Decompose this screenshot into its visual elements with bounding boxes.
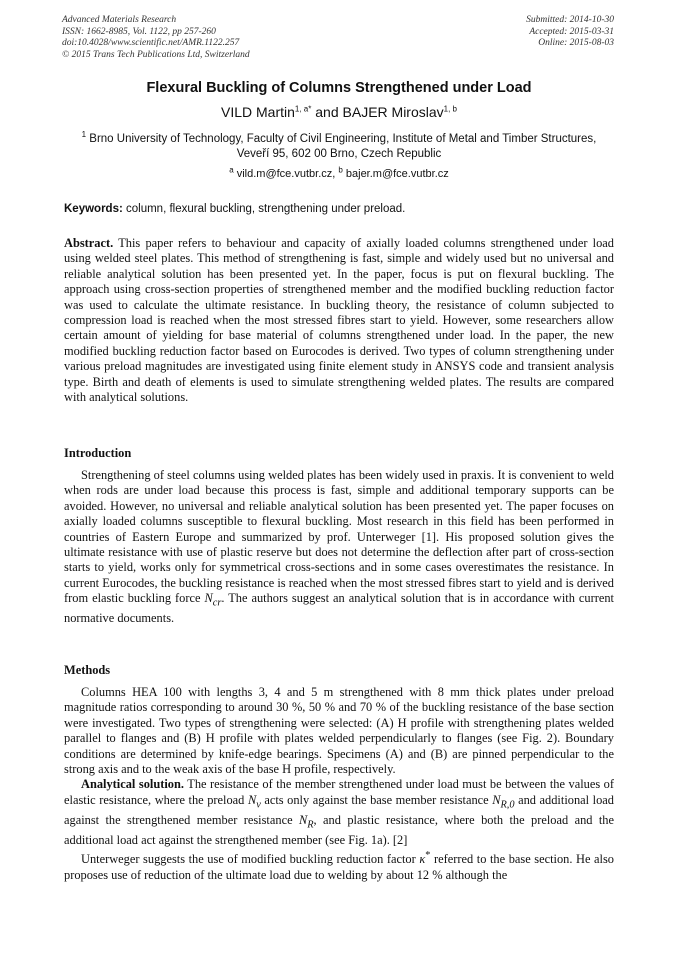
affiliation — [70, 132, 608, 161]
journal-issn: ISSN: 1662-8985, Vol. 1122, pp 257-260 — [62, 26, 216, 37]
intro-text-end: . The authors suggest an analytical solution that is in accordance with current normative documents. — [64, 591, 614, 626]
nr-subscript: R — [307, 819, 314, 831]
author-line — [0, 104, 678, 120]
kappa-symbol: κ — [419, 852, 426, 867]
ncr-symbol: N — [204, 591, 213, 606]
nr0-symbol: N — [492, 792, 501, 807]
journal-doi: doi:10.4028/www.scientific.net/AMR.1122.257 — [62, 38, 240, 49]
author-and: and — [311, 104, 343, 120]
intro-text: Strengthening of steel columns using welded plates has been widely used in praxis. It is convenient to weld when rods are under load because this process is fast, simple and additional temporary supports can be avoided. However, no universal and reliable analytical solution has been presented yet. The paper focuses on axially loaded columns susceptible to flexural buckling. Most research in this field has been performed in countries of Eastern Europe and summarized by prof. Unterweger [1]. His proposed solution gives the ultimate resistance with use of plastic reserve but does not determine the deflection after part of cross-section starts to yield, works only for symmetrical cross-sections and in some cases overestimates the resistance. In current Eurocodes, the buckling resistance is reached when the most stressed fibres start to yield and is derived from elastic buckling force — [64, 468, 614, 606]
abstract-text: This paper refers to behaviour and capacity of axially loaded columns strengthened under load using welded steel plates. This method of strengthening is fast, simple and widely used but no universal and reliable analytical solution has been presented yet. In the paper, focus is put on flexural buckling. The approach using cross-section properties of strengthened member and the modified buckling reduction factor was used to calculate the ultimate resistance. In buckling theory, the resistance of column subjected to compression load is reached when the most stressed fibres start to yield. However, some researchers allow certain amount of yielding for base material of columns strengthened under load. In the paper, the new modified buckling reduction factor based on Eurocodes is derived. Two types of column strengthening under various preload magnitudes are investigated using finite element study in ANSYS code and transient analysis type. Birth and death of elements is used to simulate strengthening welded plates. The results are compared with analytical solutions. — [64, 236, 614, 405]
analytical-solution-label: Analytical solution. — [81, 777, 184, 792]
submitted-date: Submitted: 2014-10-30 — [526, 15, 614, 25]
methods-p2-b: acts only against the base member resistance — [260, 792, 493, 807]
methods-heading: Methods — [64, 663, 111, 677]
journal-header-right — [526, 15, 614, 50]
affiliation-sup: 1 — [81, 130, 87, 140]
methods-p2-c: and additional load against the strengthened member resistance — [64, 792, 614, 827]
keywords-text: column, flexural buckling, strengthening under preload. — [122, 203, 406, 215]
methods-p3-b: referred to the base section. He also proposes use of reduction of the ultimate load due to welding by about 12 % although the — [64, 852, 615, 882]
email-a[interactable]: vild.m@fce.vutbr.cz, — [233, 168, 339, 180]
abstract-label: Abstract. — [64, 236, 114, 250]
email-b-sup: b — [338, 165, 343, 175]
ncr-subscript: cr — [212, 597, 222, 609]
accepted-date: Accepted: 2015-03-31 — [529, 26, 614, 37]
introduction-section — [64, 468, 614, 627]
author-2-name: BAJER Miroslav — [342, 104, 444, 120]
introduction-paragraph — [64, 468, 614, 627]
paper-title: Flexural Buckling of Columns Strengthened under Load — [146, 80, 532, 96]
methods-paragraph-1: Columns HEA 100 with lengths 3, 4 and 5 m strengthened with 8 mm thick plates under preload magnitude ratios corresponding to around 30 %, 50 % and 70 % of the buckling resistance of the base section were investigated. Two types of strengthening were selected: (A) H profile with strengthening plates welded parallel to flanges and (B) H profile with plates welded perpendicularly to flanges (see Fig. 2). Boundary conditions are determined by knife-edge bearings. Specimens (A) and (B) are pinned perpendicular to the strong axis and to the weak axis of the base H profile, respectively. — [64, 685, 614, 777]
nv-subscript: v — [256, 799, 261, 811]
methods-p3-a: Unterweger suggests the use of modified buckling reduction factor — [81, 852, 420, 867]
author-1-name: VILD Martin — [220, 104, 295, 120]
affiliation-text: Brno University of Technology, Faculty of Civil Engineering, Institute of Metal and Timber Structures, Veveří 95, 602 00 Brno, Czech Republic — [86, 133, 597, 160]
online-date: Online: 2015-08-03 — [538, 38, 614, 49]
journal-copyright: © 2015 Trans Tech Publications Ltd, Switzerland — [62, 49, 250, 60]
nr-symbol: N — [298, 812, 308, 827]
author-emails — [0, 165, 678, 180]
methods-paragraph-2 — [64, 777, 614, 848]
nr0-subscript: R,0 — [500, 799, 515, 811]
author-2-sup: 1, b — [443, 104, 457, 114]
abstract — [64, 236, 614, 405]
introduction-heading: Introduction — [64, 446, 132, 460]
nv-symbol: N — [247, 792, 257, 807]
keywords — [64, 203, 616, 215]
email-a-sup: a — [229, 165, 234, 175]
methods-p2-d: , and plastic resistance, where both the preload and the additional load act against the strengthened member (see Fig. 1a). [2] — [64, 812, 614, 847]
kappa-sup: * — [425, 850, 431, 861]
methods-p2-a: The resistance of the member strengthened under load must be between the values of elastic resistance, where the preload — [64, 777, 614, 807]
author-1-sup: 1, a* — [294, 104, 312, 114]
journal-name: Advanced Materials Research — [62, 15, 177, 25]
email-b[interactable]: bajer.m@fce.vutbr.cz — [342, 168, 449, 180]
keywords-label: Keywords: — [64, 203, 123, 215]
methods-section — [64, 685, 614, 883]
journal-header-left — [62, 15, 250, 61]
methods-paragraph-3 — [64, 848, 614, 883]
